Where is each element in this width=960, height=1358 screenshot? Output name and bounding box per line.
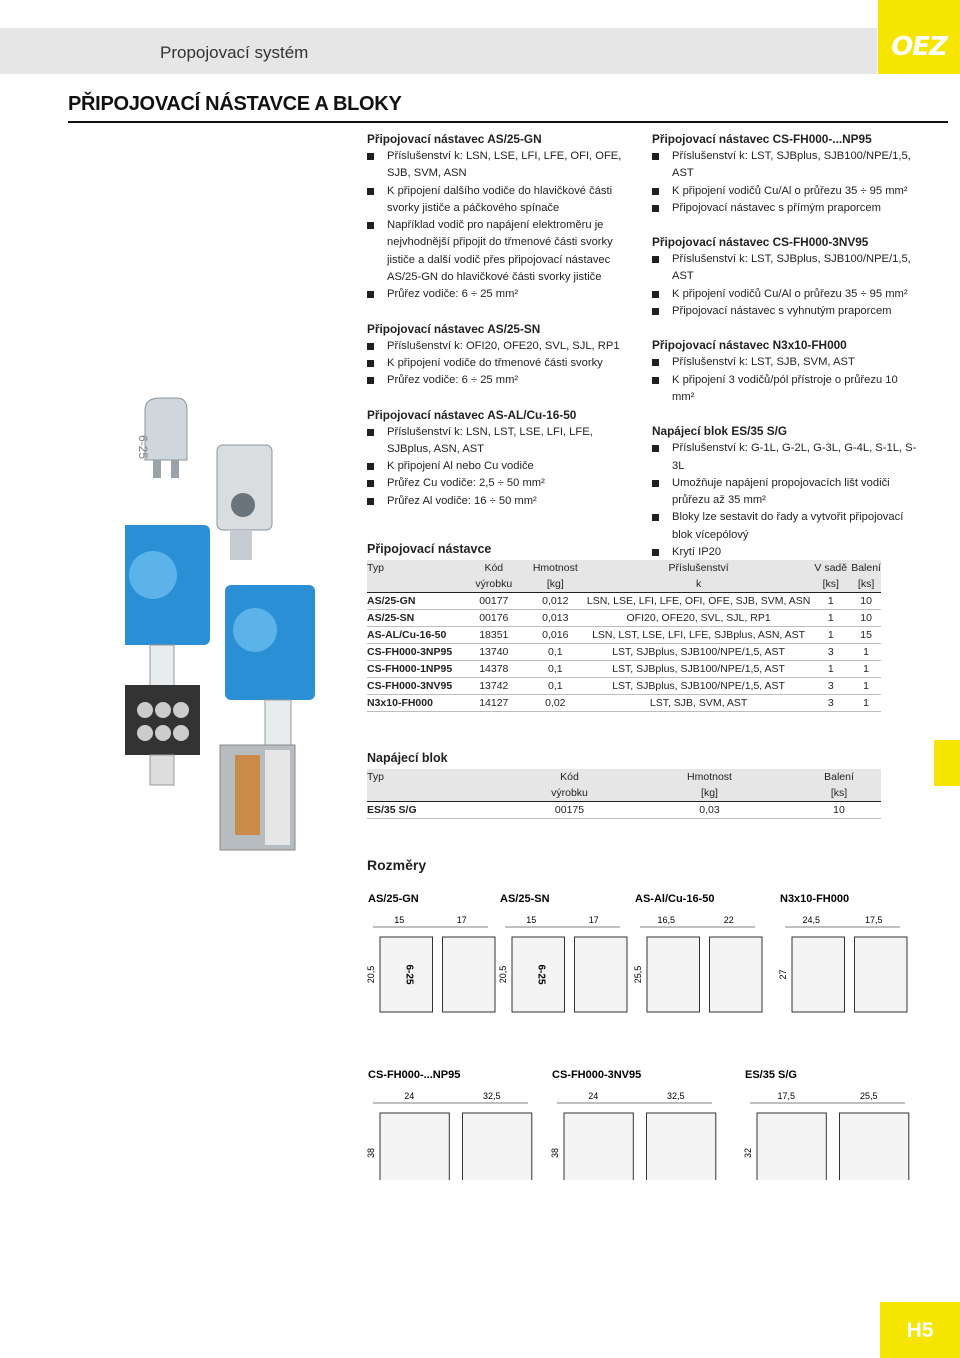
page-title: PŘIPOJOVACÍ NÁSTAVCE A BLOKY [68, 93, 402, 115]
dimension-width-2: 22 [723, 915, 734, 925]
table-cell: AS/25-GN [367, 593, 464, 610]
dimension-width-1: 24 [404, 1091, 415, 1101]
table-row [367, 661, 881, 678]
table-cell: 0,03 [622, 802, 797, 819]
dimension-width-2: 32,5 [666, 1091, 685, 1101]
table-cell: AS/25-SN [367, 610, 464, 627]
table-header-cell [367, 785, 517, 802]
table-row [367, 593, 881, 610]
table1 [367, 560, 881, 712]
dimension-height: 32 [743, 1147, 753, 1159]
table-cell: 15 [851, 627, 881, 644]
dimension-width-1: 24,5 [802, 915, 821, 925]
table-header-cell: k [587, 576, 810, 593]
table-header-cell: výrobku [517, 785, 622, 802]
dimension-width-2: 17 [588, 915, 599, 925]
table-cell: 10 [797, 802, 881, 819]
table-row [367, 802, 881, 819]
bullet-item: Připojovací nástavec s přímým praporcem [652, 200, 922, 217]
front-view [792, 937, 845, 1012]
section-heading: Napájecí blok ES/35 S/G [652, 424, 788, 439]
bullet-item: K připojení vodiče do třmenové části svorky [367, 355, 639, 372]
bullet-item: Příslušenství k: LST, SJBplus, SJB100/NPE/1,5, AST [652, 148, 922, 183]
product-photos [125, 390, 380, 870]
table-cell: 1 [810, 661, 851, 678]
table-cell: 13740 [464, 644, 524, 661]
bullet-item: Průřez vodiče: 6 ÷ 25 mm² [367, 372, 639, 389]
table-cell: 1 [810, 610, 851, 627]
table-cell: 14378 [464, 661, 524, 678]
table-cell: N3x10-FH000 [367, 695, 464, 712]
table-cell: 1 [851, 678, 881, 695]
section-title: Propojovací systém [160, 43, 309, 62]
table-cell: 00176 [464, 610, 524, 627]
table-row [367, 695, 881, 712]
drawing-mark: 6-25 [403, 964, 415, 985]
dimension-label: CS-FH000-...NP95 [368, 1069, 461, 1081]
bullet-item: Příslušenství k: OFI20, OFE20, SVL, SJL, RP1 [367, 338, 639, 355]
table-cell: 1 [810, 593, 851, 610]
table2-title: Napájecí blok [367, 751, 448, 765]
table-header-cell: Hmotnost [524, 560, 587, 576]
table-cell: 10 [851, 593, 881, 610]
table-header-cell: Kód [517, 769, 622, 785]
table-row [367, 610, 881, 627]
logo-text: OEZ [891, 32, 947, 62]
bullet-list [652, 251, 922, 320]
bullet-item: Průřez Cu vodiče: 2,5 ÷ 50 mm² [367, 475, 639, 492]
table-cell: 3 [810, 695, 851, 712]
dimension-width-1: 15 [394, 915, 405, 925]
dimension-width-1: 24 [588, 1091, 599, 1101]
table-header-cell: Hmotnost [622, 769, 797, 785]
table-cell: LST, SJBplus, SJB100/NPE/1,5, AST [587, 644, 810, 661]
table-cell: 3 [810, 644, 851, 661]
table-cell: 0,1 [524, 644, 587, 661]
side-view [575, 937, 628, 1012]
dimension-height: 25,5 [633, 965, 643, 984]
table1-title: Připojovací nástavce [367, 542, 492, 556]
bullet-item: Průřez vodiče: 6 ÷ 25 mm² [367, 286, 639, 303]
table-header-cell: [kg] [524, 576, 587, 593]
table-cell: LSN, LSE, LFI, LFE, OFI, OFE, SJB, SVM, ASN [587, 593, 810, 610]
section-heading: Připojovací nástavec AS/25-SN [367, 321, 541, 336]
table-cell: 0,012 [524, 593, 587, 610]
bullet-item: Příslušenství k: G-1L, G-2L, G-3L, G-4L, S-1L, S-3L [652, 440, 922, 475]
table-header-cell: [ks] [851, 576, 881, 593]
section-heading: Připojovací nástavec AS/25-GN [367, 132, 542, 146]
n3x10-photo [125, 685, 200, 785]
table-header-cell: [ks] [810, 576, 851, 593]
side-view [840, 1113, 909, 1180]
front-view [380, 1113, 449, 1180]
table-header-cell: Typ [367, 769, 517, 785]
side-view [463, 1113, 532, 1180]
title-rule [68, 121, 948, 123]
bullet-list [367, 338, 639, 390]
bullet-list [652, 354, 922, 406]
table-cell: 3 [810, 678, 851, 695]
side-view [855, 937, 908, 1012]
es35-photo [220, 745, 295, 850]
bullet-item: Například vodič pro napájení elektroměru je nejvhodnější připojit do třmenové části svorky jističe a další vodič přes připojovací nástavec AS/25-GN do hlavičkové části svorky jističe [367, 217, 639, 286]
table-cell: 0,1 [524, 661, 587, 678]
dimension-width-2: 25,5 [859, 1091, 878, 1101]
table-header-cell: Balení [797, 769, 881, 785]
section-heading: Připojovací nástavec N3x10-FH000 [652, 338, 847, 353]
section-heading: Připojovací nástavec AS-AL/Cu-16-50 [367, 407, 577, 422]
section-heading: Připojovací nástavec CS-FH000-...NP95 [652, 132, 872, 146]
table-cell: CS-FH000-3NV95 [367, 678, 464, 695]
dimension-width-1: 16,5 [657, 915, 676, 925]
bullet-item: Příslušenství k: LST, SJB, SVM, AST [652, 354, 922, 371]
table-cell: CS-FH000-3NP95 [367, 644, 464, 661]
dimension-label: AS-Al/Cu-16-50 [635, 893, 715, 905]
section-heading: Připojovací nástavec CS-FH000-3NV95 [652, 235, 869, 250]
bullet-list [652, 148, 922, 217]
bullet-item: Krytí IP20 [652, 544, 922, 561]
table-header-cell: Kód [464, 560, 524, 576]
table-header-row [367, 576, 881, 593]
table-cell: 00177 [464, 593, 524, 610]
dimension-label: AS/25-SN [500, 893, 550, 905]
oez-logo [878, 0, 960, 74]
table-cell: 0,02 [524, 695, 587, 712]
dimension-height: 38 [366, 1147, 376, 1159]
front-view [647, 937, 700, 1012]
dimension-drawings [360, 880, 920, 1180]
bullet-list [652, 440, 922, 561]
table-header-row [367, 560, 881, 576]
bullet-item: K připojení dalšího vodiče do hlavičkové části svorky jističe a páčkového spínače [367, 183, 639, 218]
page-number-tab [880, 1302, 960, 1358]
table-header-row [367, 769, 881, 785]
bullet-item: Průřez Al vodiče: 16 ÷ 50 mm² [367, 493, 639, 510]
table-cell: 14127 [464, 695, 524, 712]
dimension-width-2: 17,5 [864, 915, 883, 925]
dimension-width-1: 15 [526, 915, 537, 925]
bullet-item: Příslušenství k: LST, SJBplus, SJB100/NPE/1,5, AST [652, 251, 922, 286]
asalcu-photo [217, 445, 272, 560]
table-cell: 1 [851, 644, 881, 661]
front-view [564, 1113, 633, 1180]
table-cell: 0,1 [524, 678, 587, 695]
header-bar [0, 28, 877, 74]
table-row [367, 678, 881, 695]
side-view [710, 937, 763, 1012]
bullet-item: Příslušenství k: LSN, LSE, LFI, LFE, OFI, OFE, SJB, SVM, ASN [367, 148, 639, 183]
table-cell: LST, SJB, SVM, AST [587, 695, 810, 712]
dimension-height: 20,5 [366, 965, 376, 984]
photo-mark-text: 6-25 [136, 435, 150, 460]
bullet-item: Umožňuje napájení propojovacích lišt vodiči průřezu až 35 mm² [652, 475, 922, 510]
dimension-width-1: 17,5 [777, 1091, 796, 1101]
csfh000-photo-2 [225, 585, 315, 745]
table-cell: 1 [851, 661, 881, 678]
dimension-height: 38 [550, 1147, 560, 1159]
bullet-item: K připojení vodičů Cu/Al o průřezu 35 ÷ 95 mm² [652, 183, 922, 200]
table-cell: 1 [810, 627, 851, 644]
table-header-cell: Typ [367, 560, 464, 576]
bullet-list [367, 148, 639, 304]
bullet-item: K připojení 3 vodičů/pól přístroje o průřezu 10 mm² [652, 372, 922, 407]
bullet-item: K připojení Al nebo Cu vodiče [367, 458, 639, 475]
bullet-item: K připojení vodičů Cu/Al o průřezu 35 ÷ 95 mm² [652, 286, 922, 303]
bullet-item: Bloky lze sestavit do řady a vytvořit připojovací blok vícepólový [652, 509, 922, 544]
side-tab-marker [934, 740, 960, 786]
table-cell: LST, SJBplus, SJB100/NPE/1,5, AST [587, 678, 810, 695]
table-cell: 0,013 [524, 610, 587, 627]
table-row [367, 644, 881, 661]
table-cell: 13742 [464, 678, 524, 695]
table-cell: 0,016 [524, 627, 587, 644]
table-cell: 10 [851, 610, 881, 627]
front-view [757, 1113, 826, 1180]
bullet-item: Příslušenství k: LSN, LST, LSE, LFI, LFE, SJBplus, ASN, AST [367, 424, 639, 459]
dimension-label: CS-FH000-3NV95 [552, 1069, 642, 1081]
right-column [652, 131, 922, 578]
table-cell: OFI20, OFE20, SVL, SJL, RP1 [587, 610, 810, 627]
page-number: H5 [906, 1319, 934, 1342]
table-cell: 1 [851, 695, 881, 712]
table-cell: AS-AL/Cu-16-50 [367, 627, 464, 644]
table-row [367, 627, 881, 644]
table-cell: ES/35 S/G [367, 802, 517, 819]
table-cell: 18351 [464, 627, 524, 644]
dimensions-title: Rozměry [367, 857, 427, 873]
table2 [367, 769, 881, 819]
side-view [443, 937, 496, 1012]
table-header-cell: Příslušenství [587, 560, 810, 576]
as25gn-photo [136, 398, 187, 478]
drawing-mark: 6-25 [535, 964, 547, 985]
dimension-label: N3x10-FH000 [780, 893, 850, 905]
table-cell: LSN, LST, LSE, LFI, LFE, SJBplus, ASN, AST [587, 627, 810, 644]
table-header-cell: V sadě [810, 560, 851, 576]
bullet-list [367, 424, 639, 510]
csfh000-photo-1 [125, 525, 210, 695]
dimension-width-2: 32,5 [482, 1091, 501, 1101]
dimension-label: ES/35 S/G [745, 1069, 797, 1081]
dimension-width-2: 17 [456, 915, 467, 925]
table-header-row [367, 785, 881, 802]
left-column [367, 131, 639, 527]
dimension-height: 20,5 [498, 965, 508, 984]
dimension-height: 27 [778, 969, 788, 980]
table-header-cell: výrobku [464, 576, 524, 593]
table-cell: CS-FH000-1NP95 [367, 661, 464, 678]
table-header-cell: Balení [851, 562, 881, 574]
table-header-cell [367, 576, 464, 593]
bullet-item: Připojovací nástavec s vyhnutým praporcem [652, 303, 922, 320]
dimension-label: AS/25-GN [368, 893, 419, 905]
table-cell: LST, SJBplus, SJB100/NPE/1,5, AST [587, 661, 810, 678]
side-view [647, 1113, 716, 1180]
table-cell: 00175 [517, 802, 622, 819]
table-header-cell: [kg] [622, 785, 797, 802]
table-header-cell: [ks] [797, 785, 881, 802]
